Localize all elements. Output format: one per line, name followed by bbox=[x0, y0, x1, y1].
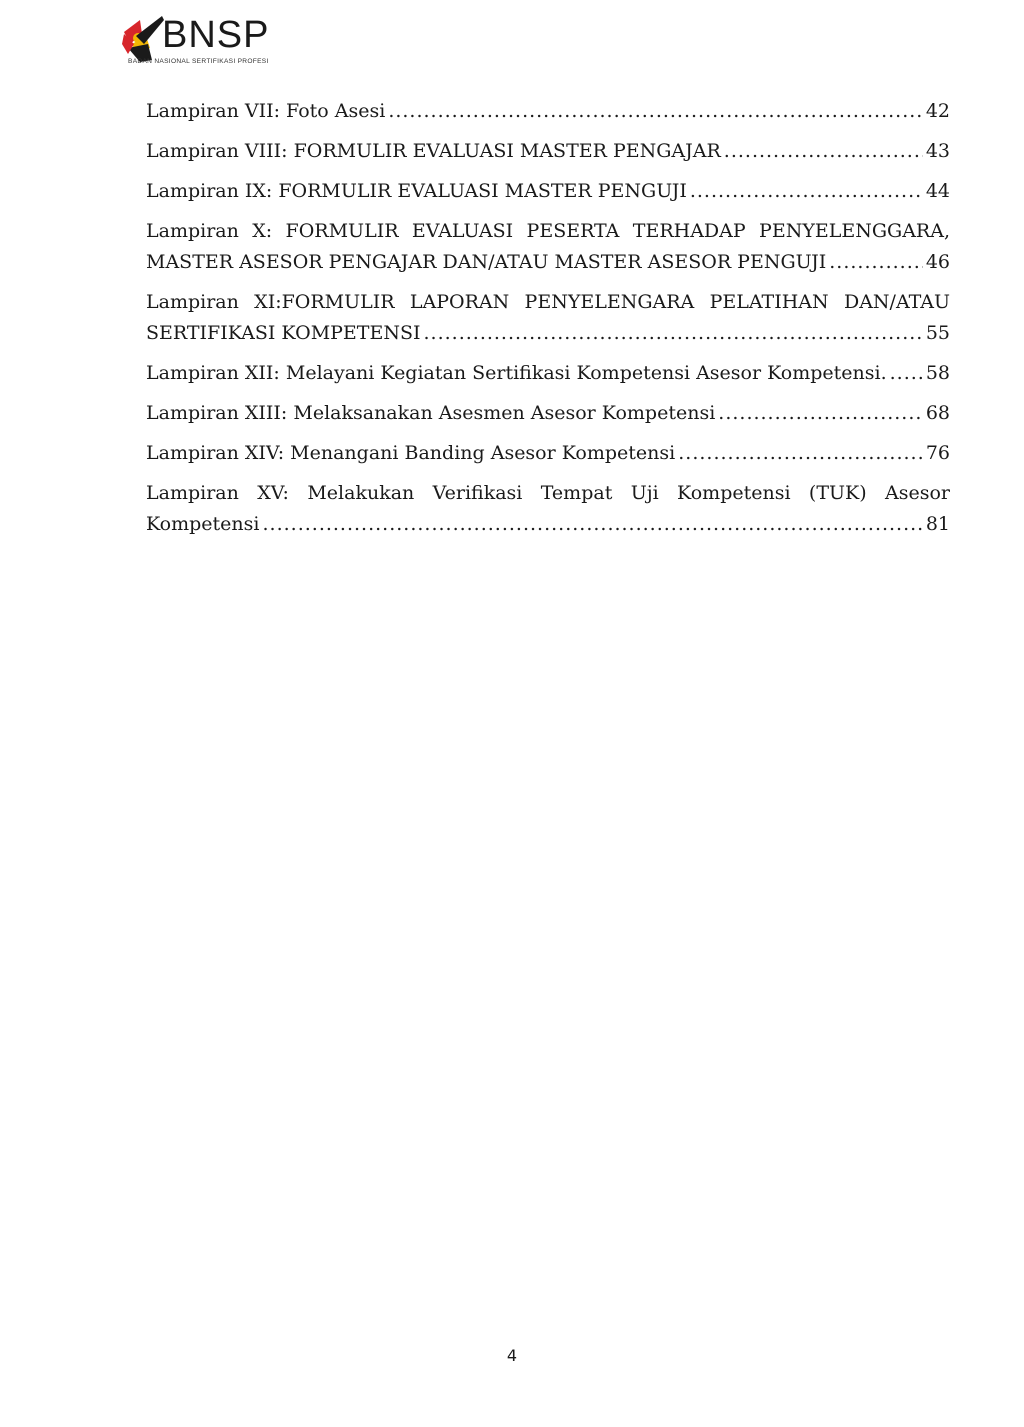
dot-leader bbox=[724, 136, 923, 167]
dot-leader bbox=[388, 96, 923, 127]
bnsp-emblem-icon bbox=[122, 14, 166, 64]
toc-entry[interactable] bbox=[146, 287, 950, 349]
toc-entry[interactable] bbox=[146, 358, 950, 389]
toc-entry[interactable] bbox=[146, 398, 950, 429]
toc-entry[interactable] bbox=[146, 478, 950, 540]
toc-entry-page: 76 bbox=[925, 442, 950, 464]
toc-entry-page: 44 bbox=[925, 180, 950, 202]
toc-entry-title-line-2: SERTIFIKASI KOMPETENSI bbox=[146, 322, 421, 344]
dot-leader bbox=[424, 318, 923, 349]
toc-entry-page: 42 bbox=[925, 100, 950, 122]
toc-entry[interactable] bbox=[146, 176, 950, 207]
toc-entry[interactable] bbox=[146, 438, 950, 469]
toc-entry-title: Lampiran VII: Foto Asesi bbox=[146, 100, 386, 122]
toc-entry[interactable] bbox=[146, 136, 950, 167]
logo-subtitle: BADAN NASIONAL SERTIFIKASI PROFESI bbox=[128, 58, 269, 65]
toc-entry-title: Lampiran XIV: Menangani Banding Asesor Kompetensi bbox=[146, 442, 676, 464]
dot-leader bbox=[890, 358, 923, 389]
dot-leader bbox=[829, 247, 923, 278]
dot-leader bbox=[690, 176, 923, 207]
bnsp-logo bbox=[122, 12, 282, 70]
toc-entry-page: 43 bbox=[925, 140, 950, 162]
toc-entry-title-line-2-row bbox=[146, 509, 950, 540]
dot-leader bbox=[263, 509, 923, 540]
toc-entry-page: 68 bbox=[925, 402, 950, 424]
toc-entry-title-line-2: Kompetensi bbox=[146, 513, 260, 535]
toc-entry[interactable] bbox=[146, 96, 950, 127]
dot-leader bbox=[678, 438, 923, 469]
toc-entry-page: 58 bbox=[925, 362, 950, 384]
toc-entry-page: 46 bbox=[925, 251, 950, 273]
dot-leader bbox=[718, 398, 923, 429]
toc-entry-title-line-2-row bbox=[146, 247, 950, 278]
table-of-contents bbox=[146, 96, 950, 549]
toc-entry-title: Lampiran IX: FORMULIR EVALUASI MASTER PENGUJI bbox=[146, 180, 687, 202]
toc-entry-title: Lampiran VIII: FORMULIR EVALUASI MASTER PENGAJAR bbox=[146, 140, 721, 162]
toc-entry-title: Lampiran XIII: Melaksanakan Asesmen Asesor Kompetensi bbox=[146, 402, 716, 424]
toc-entry-title-line-2-row bbox=[146, 318, 950, 349]
toc-entry-page: 81 bbox=[925, 513, 950, 535]
page-number: 4 bbox=[506, 1346, 518, 1365]
toc-entry[interactable] bbox=[146, 216, 950, 278]
toc-entry-title-line-2: MASTER ASESOR PENGAJAR DAN/ATAU MASTER ASESOR PENGUJI bbox=[146, 251, 827, 273]
toc-entry-title: Lampiran XII: Melayani Kegiatan Sertifikasi Kompetensi Asesor Kompetensi. bbox=[146, 362, 887, 384]
toc-entry-title-line-1: Lampiran XV: Melakukan Verifikasi Tempat Uji Kompetensi (TUK) Asesor bbox=[146, 482, 950, 504]
toc-entry-title-line-1: Lampiran X: FORMULIR EVALUASI PESERTA TERHADAP PENYELENGGARA, bbox=[146, 220, 950, 242]
toc-entry-page: 55 bbox=[925, 322, 950, 344]
toc-entry-title-line-1: Lampiran XI:FORMULIR LAPORAN PENYELENGARA PELATIHAN DAN/ATAU bbox=[146, 291, 950, 313]
logo-wordmark: BNSP bbox=[162, 14, 270, 56]
